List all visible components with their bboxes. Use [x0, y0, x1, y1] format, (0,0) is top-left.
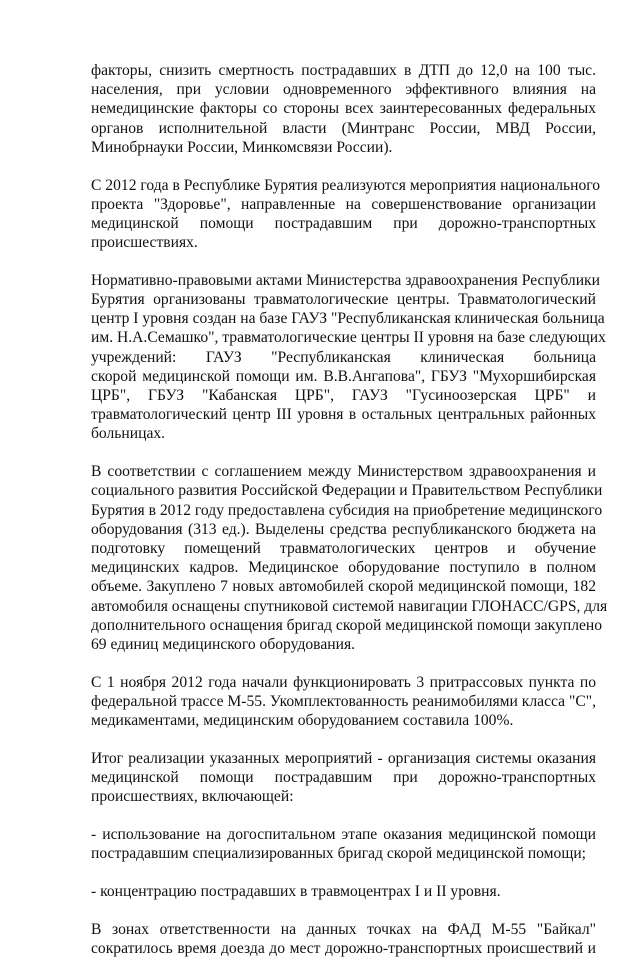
text-line: Нормативно-правовыми актами Министерства здравоохранения Республики: [91, 271, 600, 289]
paragraph: [91, 882, 596, 901]
text-line: социального развития Российской Федерации и Правительством Республики: [91, 482, 603, 500]
text-line: Бурятия в 2012 году предоставлена субсидия на приобретение медицинского: [91, 501, 603, 519]
paragraph: [91, 176, 601, 253]
paragraph: [91, 673, 596, 731]
text-line: автомобиля оснащены спутниковой системой навигации ГЛОНАСС/GPS, для: [91, 597, 608, 615]
text-line: оборудования (313 ед.). Выделены средства республиканского бюджета на: [91, 520, 596, 538]
text-line: происшествиях, включающей:: [91, 788, 294, 806]
text-line: происшествиях.: [91, 234, 198, 252]
text-line: больницах.: [91, 425, 166, 443]
text-line: федеральной трассе М-55. Укомплектованность реанимобилями класса "С",: [91, 692, 596, 710]
paragraph: [91, 825, 596, 863]
text-line: медицинских кадров. Медицинское оборудование поступило в полном: [91, 559, 596, 577]
text-line: медицинской помощи пострадавшим при дорожно-транспортных: [91, 769, 596, 786]
text-line: В соответствии с соглашением между Министерством здравоохранения и: [91, 463, 596, 481]
text-line: Бурятия организованы травматологические центры. Травматологический: [91, 291, 596, 309]
text-line: подготовку помещений травматологических центров и обучение: [91, 539, 596, 557]
text-line: Итог реализации указанных мероприятий - организация системы оказания: [91, 749, 596, 767]
text-line: скорой медицинской помощи им. В.В.Ангапова", ГБУЗ "Мухоршибирская: [91, 367, 596, 385]
text-line: ЦРБ", ГБУЗ "Кабанская ЦРБ", ГАУЗ "Гусиноозерская ЦРБ" и: [91, 387, 596, 405]
text-line: - концентрацию пострадавших в травмоцентрах I и II уровня.: [91, 882, 501, 900]
text-line: органов исполнительной власти (Минтранс России, МВД России,: [91, 119, 596, 137]
text-line: немедицинские факторы со стороны всех заинтересованных федеральных: [91, 100, 596, 118]
text-line: населения, при условии одновременного эффективного влияния на: [91, 81, 596, 99]
text-line: учреждений: ГАУЗ "Республиканская клиническая больница: [91, 348, 596, 366]
paragraph: [91, 271, 606, 444]
text-line: факторы, снизить смертность пострадавших в ДТП до 12,0 на 100 тыс.: [91, 62, 596, 79]
text-line: центр I уровня создан на базе ГАУЗ "Республиканская клиническая больница: [91, 310, 605, 328]
paragraph: [91, 920, 596, 958]
text-line: дополнительного оснащения бригад скорой медицинской помощи закуплено: [91, 616, 603, 634]
text-line: Минобрнауки России, Минкомсвязи России).: [91, 138, 393, 156]
text-line: С 2012 года в Республике Бурятия реализуются мероприятия национального: [91, 176, 601, 194]
text-line: пострадавшим специализированных бригад скорой медицинской помощи;: [91, 845, 587, 863]
text-line: - использование на догоспитальном этапе оказания медицинской помощи: [91, 825, 596, 843]
text-line: С 1 ноября 2012 года начали функционировать 3 притрассовых пункта по: [91, 673, 596, 691]
document-page: [91, 61, 608, 976]
paragraph: [91, 749, 596, 807]
text-line: объеме. Закуплено 7 новых автомобилей скорой медицинской помощи, 182: [91, 578, 596, 596]
text-line: им. Н.А.Семашко", травматологические центры II уровня на базе следующих: [91, 329, 606, 347]
text-line: проекта "Здоровье", направленные на совершенствование организации: [91, 195, 596, 213]
text-line: В зонах ответственности на данных точках на ФАД М-55 "Байкал": [91, 920, 596, 938]
paragraph: [91, 61, 596, 157]
text-line: 69 единиц медицинского оборудования.: [91, 635, 356, 653]
text-line: травматологический центр III уровня в остальных центральных районных: [91, 406, 596, 424]
text-line: сократилось время доезда до мест дорожно-транспортных происшествий и: [91, 939, 596, 957]
paragraph: [91, 462, 608, 654]
text-line: медицинской помощи пострадавшим при дорожно-транспортных: [91, 214, 596, 232]
text-line: медикаментами, медицинским оборудованием составила 100%.: [91, 712, 514, 730]
